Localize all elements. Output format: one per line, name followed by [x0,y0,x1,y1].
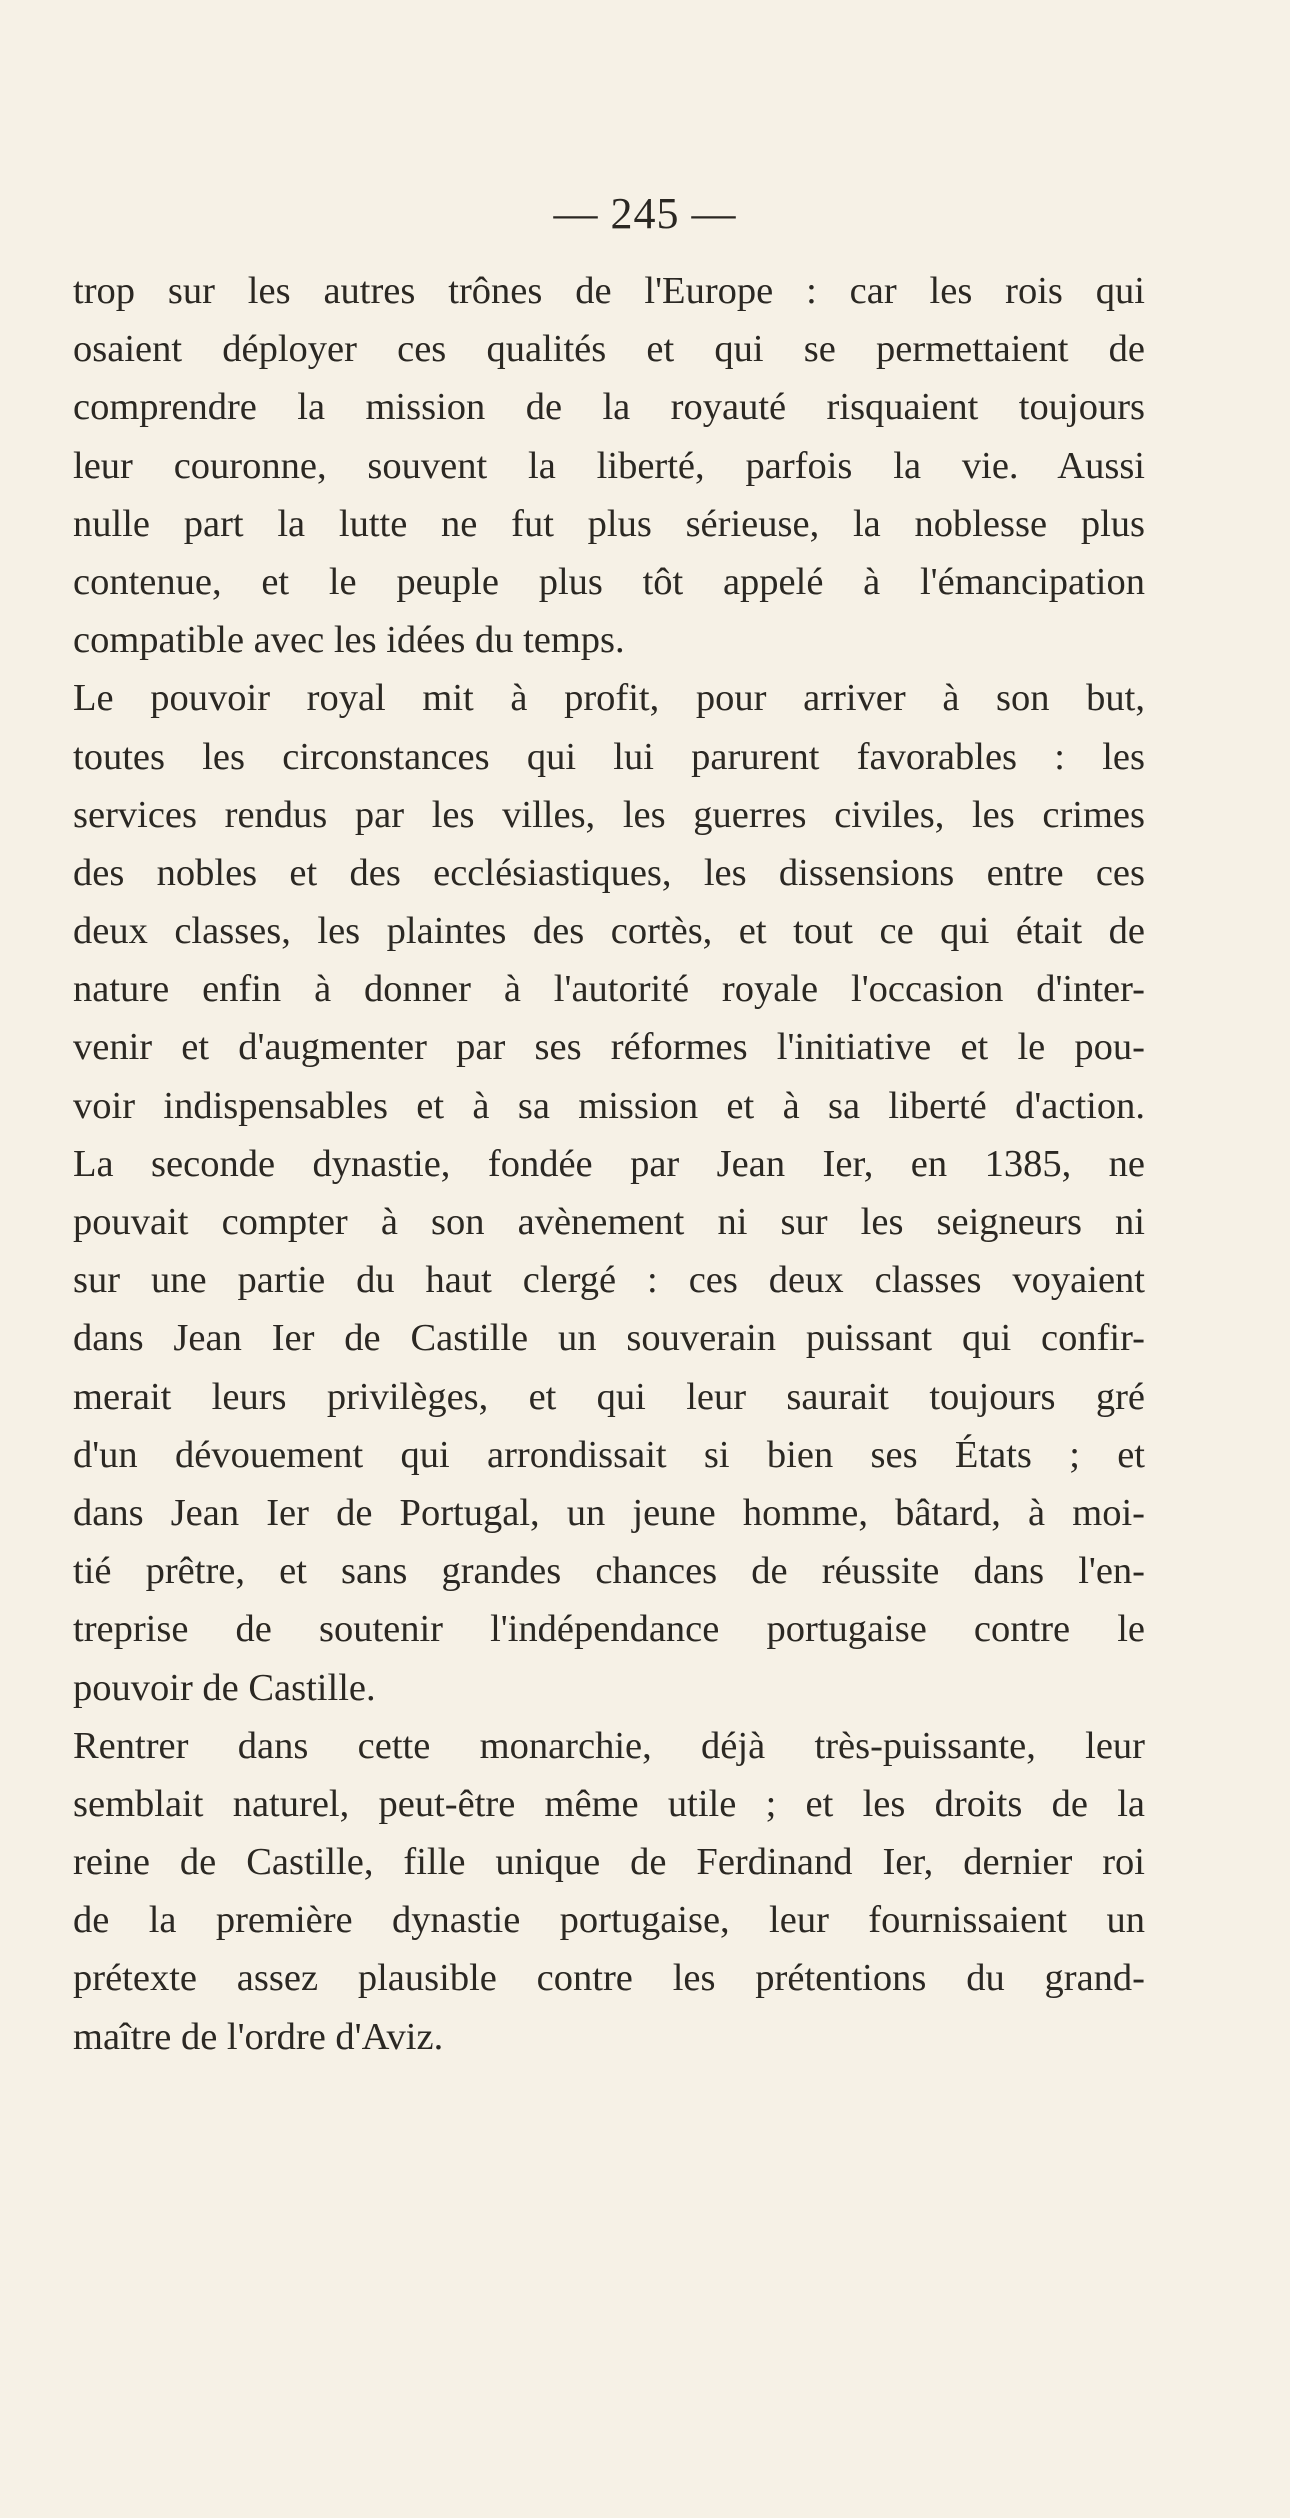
text-line: sur une partie du haut clergé : ces deux classes voyaient [73,1259,1145,1302]
text-line: merait leurs privilèges, et qui leur saurait toujours gré [73,1375,1145,1418]
text-line: semblait naturel, peut-être même utile ; et les droits de la [73,1782,1145,1825]
text-line: nature enfin à donner à l'autorité royale l'occasion d'inter- [73,968,1145,1011]
text-line: leur couronne, souvent la liberté, parfois la vie. Aussi [73,444,1145,487]
text-line: services rendus par les villes, les guerres civiles, les crimes [73,793,1145,836]
text-line: des nobles et des ecclésiastiques, les dissensions entre ces [73,851,1145,894]
text-line: osaient déployer ces qualités et qui se permettaient de [73,328,1145,371]
text-line: dans Jean Ier de Castille un souverain puissant qui confir- [73,1317,1145,1360]
text-line: Rentrer dans cette monarchie, déjà très-puissante, leur [73,1724,1145,1767]
page-number: — 245 — [553,189,737,238]
text-line: La seconde dynastie, fondée par Jean Ier, en 1385, ne [73,1142,1145,1185]
text-line: venir et d'augmenter par ses réformes l'initiative et le pou- [73,1026,1145,1069]
text-line: prétexte assez plausible contre les prétentions du grand- [73,1957,1145,2000]
body-text [73,262,1145,2066]
text-line: de la première dynastie portugaise, leur fournissaient un [73,1899,1145,1942]
text-line: voir indispensables et à sa mission et à sa liberté d'action. [73,1084,1145,1127]
text-line: toutes les circonstances qui lui parurent favorables : les [73,735,1145,778]
text-line: nulle part la lutte ne fut plus sérieuse, la noblesse plus [73,502,1145,545]
text-line: maître de l'ordre d'Aviz. [73,2015,444,2058]
text-line: d'un dévouement qui arrondissait si bien ses États ; et [73,1433,1145,1476]
text-line: reine de Castille, fille unique de Ferdinand Ier, dernier roi [73,1841,1145,1884]
text-line: comprendre la mission de la royauté risquaient toujours [73,386,1145,429]
text-line: pouvait compter à son avènement ni sur les seigneurs ni [73,1201,1145,1243]
text-line: treprise de soutenir l'indépendance portugaise contre le [73,1608,1145,1651]
text-line: pouvoir de Castille. [73,1666,376,1709]
text-line: dans Jean Ier de Portugal, un jeune homme, bâtard, à moi- [73,1491,1145,1534]
text-line: compatible avec les idées du temps. [73,619,625,662]
text-line: trop sur les autres trônes de l'Europe : car les rois qui [73,270,1145,312]
text-line: deux classes, les plaintes des cortès, et tout ce qui était de [73,910,1145,953]
text-line: tié prêtre, et sans grandes chances de réussite dans l'en- [73,1550,1145,1593]
text-line: Le pouvoir royal mit à profit, pour arriver à son but, [73,677,1145,720]
text-line: contenue, et le peuple plus tôt appelé à l'émancipation [73,560,1145,603]
